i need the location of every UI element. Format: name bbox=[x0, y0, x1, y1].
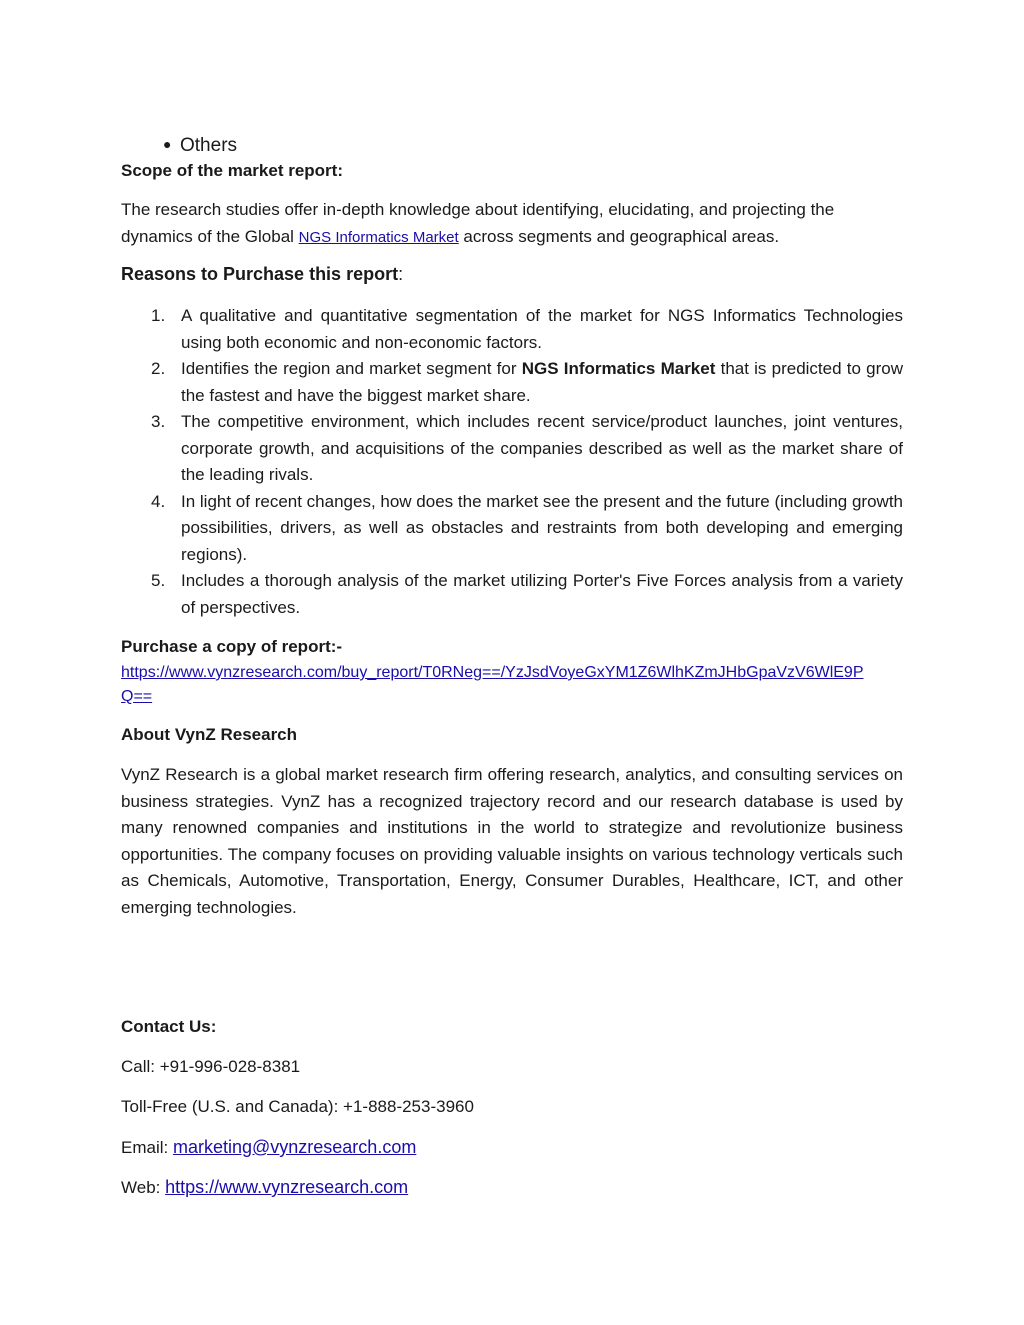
reason-number: 5. bbox=[151, 571, 166, 590]
contact-heading: Contact Us: bbox=[121, 1017, 217, 1036]
reason-item bbox=[121, 303, 903, 356]
about-paragraph: VynZ Research is a global market research firm offering research, analytics, and consulting services on business strategies. VynZ has a recognized trajectory record and our research database is used by many renowned companies and institutions in the world to strategize and revolutionize business opportunities. The company focuses on providing valuable insights on various technology verticals such as Chemicals, Automotive, Transportation, Energy, Consumer Durables, Healthcare, ICT, and other emerging technologies. bbox=[121, 765, 903, 917]
purchase-link[interactable] bbox=[121, 661, 864, 709]
web-label: Web: bbox=[121, 1178, 166, 1197]
scope-text-after: across segments and geographical areas. bbox=[458, 226, 780, 246]
reason-item bbox=[121, 489, 903, 569]
reason-text-before: Identifies the region and market segment for bbox=[181, 359, 522, 378]
reason-text: A qualitative and quantitative segmentation of the market for NGS Informatics Technologies using both economic and non-economic factors. bbox=[181, 306, 903, 352]
contact-tollfree: Toll-Free (U.S. and Canada): +1-888-253-3960 bbox=[121, 1097, 474, 1116]
scope-heading: Scope of the market report: bbox=[121, 161, 343, 180]
scope-text-before: The research studies offer in-depth knowledge about identifying, elucidating, and projecting the dynamics of the Global bbox=[121, 200, 835, 246]
reason-item bbox=[121, 568, 903, 621]
reason-text-after: that is predicted to grow the fastest and have the biggest market share. bbox=[181, 359, 903, 405]
web-link[interactable]: https://www.vynzresearch.com bbox=[165, 1177, 409, 1197]
purchase-heading: Purchase a copy of report:- bbox=[121, 637, 343, 656]
reasons-list bbox=[121, 303, 903, 621]
reason-number: 3. bbox=[151, 412, 166, 431]
reason-text: The competitive environment, which includes recent service/product launches, joint ventures, corporate growth, and acquisitions of the companies described as well as the market share of the leading rivals. bbox=[181, 412, 903, 484]
purchase-link-line-2[interactable]: Q== bbox=[121, 688, 153, 705]
ngs-informatics-market-link[interactable]: NGS Informatics Market bbox=[298, 228, 459, 246]
about-heading: About VynZ Research bbox=[121, 725, 298, 744]
reason-text: In light of recent changes, how does the market see the present and the future (including growth possibilities, drivers, as well as obstacles and restraints from both developing and emerging regions). bbox=[181, 491, 903, 564]
purchase-link-line-1[interactable]: https://www.vynzresearch.com/buy_report/T0RNeg==/YzJsdVoyeGxYM1Z6WlhKZmJHbGpaVzV6WlE9P bbox=[121, 664, 864, 681]
email-label: Email: bbox=[121, 1138, 173, 1157]
reason-number: 2. bbox=[151, 359, 166, 378]
reasons-heading-text: Reasons to Purchase this report bbox=[121, 264, 399, 284]
scope-paragraph bbox=[121, 197, 903, 251]
reason-item bbox=[121, 356, 903, 409]
contact-web-row bbox=[121, 1174, 408, 1202]
reason-number: 1. bbox=[151, 306, 166, 325]
reason-number: 4. bbox=[151, 491, 166, 511]
reason-item bbox=[121, 409, 903, 489]
contact-email-row bbox=[121, 1134, 416, 1162]
reason-bold-text: NGS Informatics Market bbox=[521, 359, 716, 378]
contact-call: Call: +91-996-028-8381 bbox=[121, 1057, 301, 1076]
bullet-text: Others bbox=[180, 135, 238, 156]
email-link[interactable]: marketing@vynzresearch.com bbox=[172, 1137, 417, 1157]
reasons-heading-colon: : bbox=[398, 264, 404, 284]
reason-text: Includes a thorough analysis of the market utilizing Porter's Five Forces analysis from a variety of perspectives. bbox=[181, 571, 903, 617]
reasons-heading bbox=[121, 264, 403, 285]
bullet-dot-icon: ● bbox=[163, 136, 172, 152]
bullet-item bbox=[163, 136, 171, 154]
